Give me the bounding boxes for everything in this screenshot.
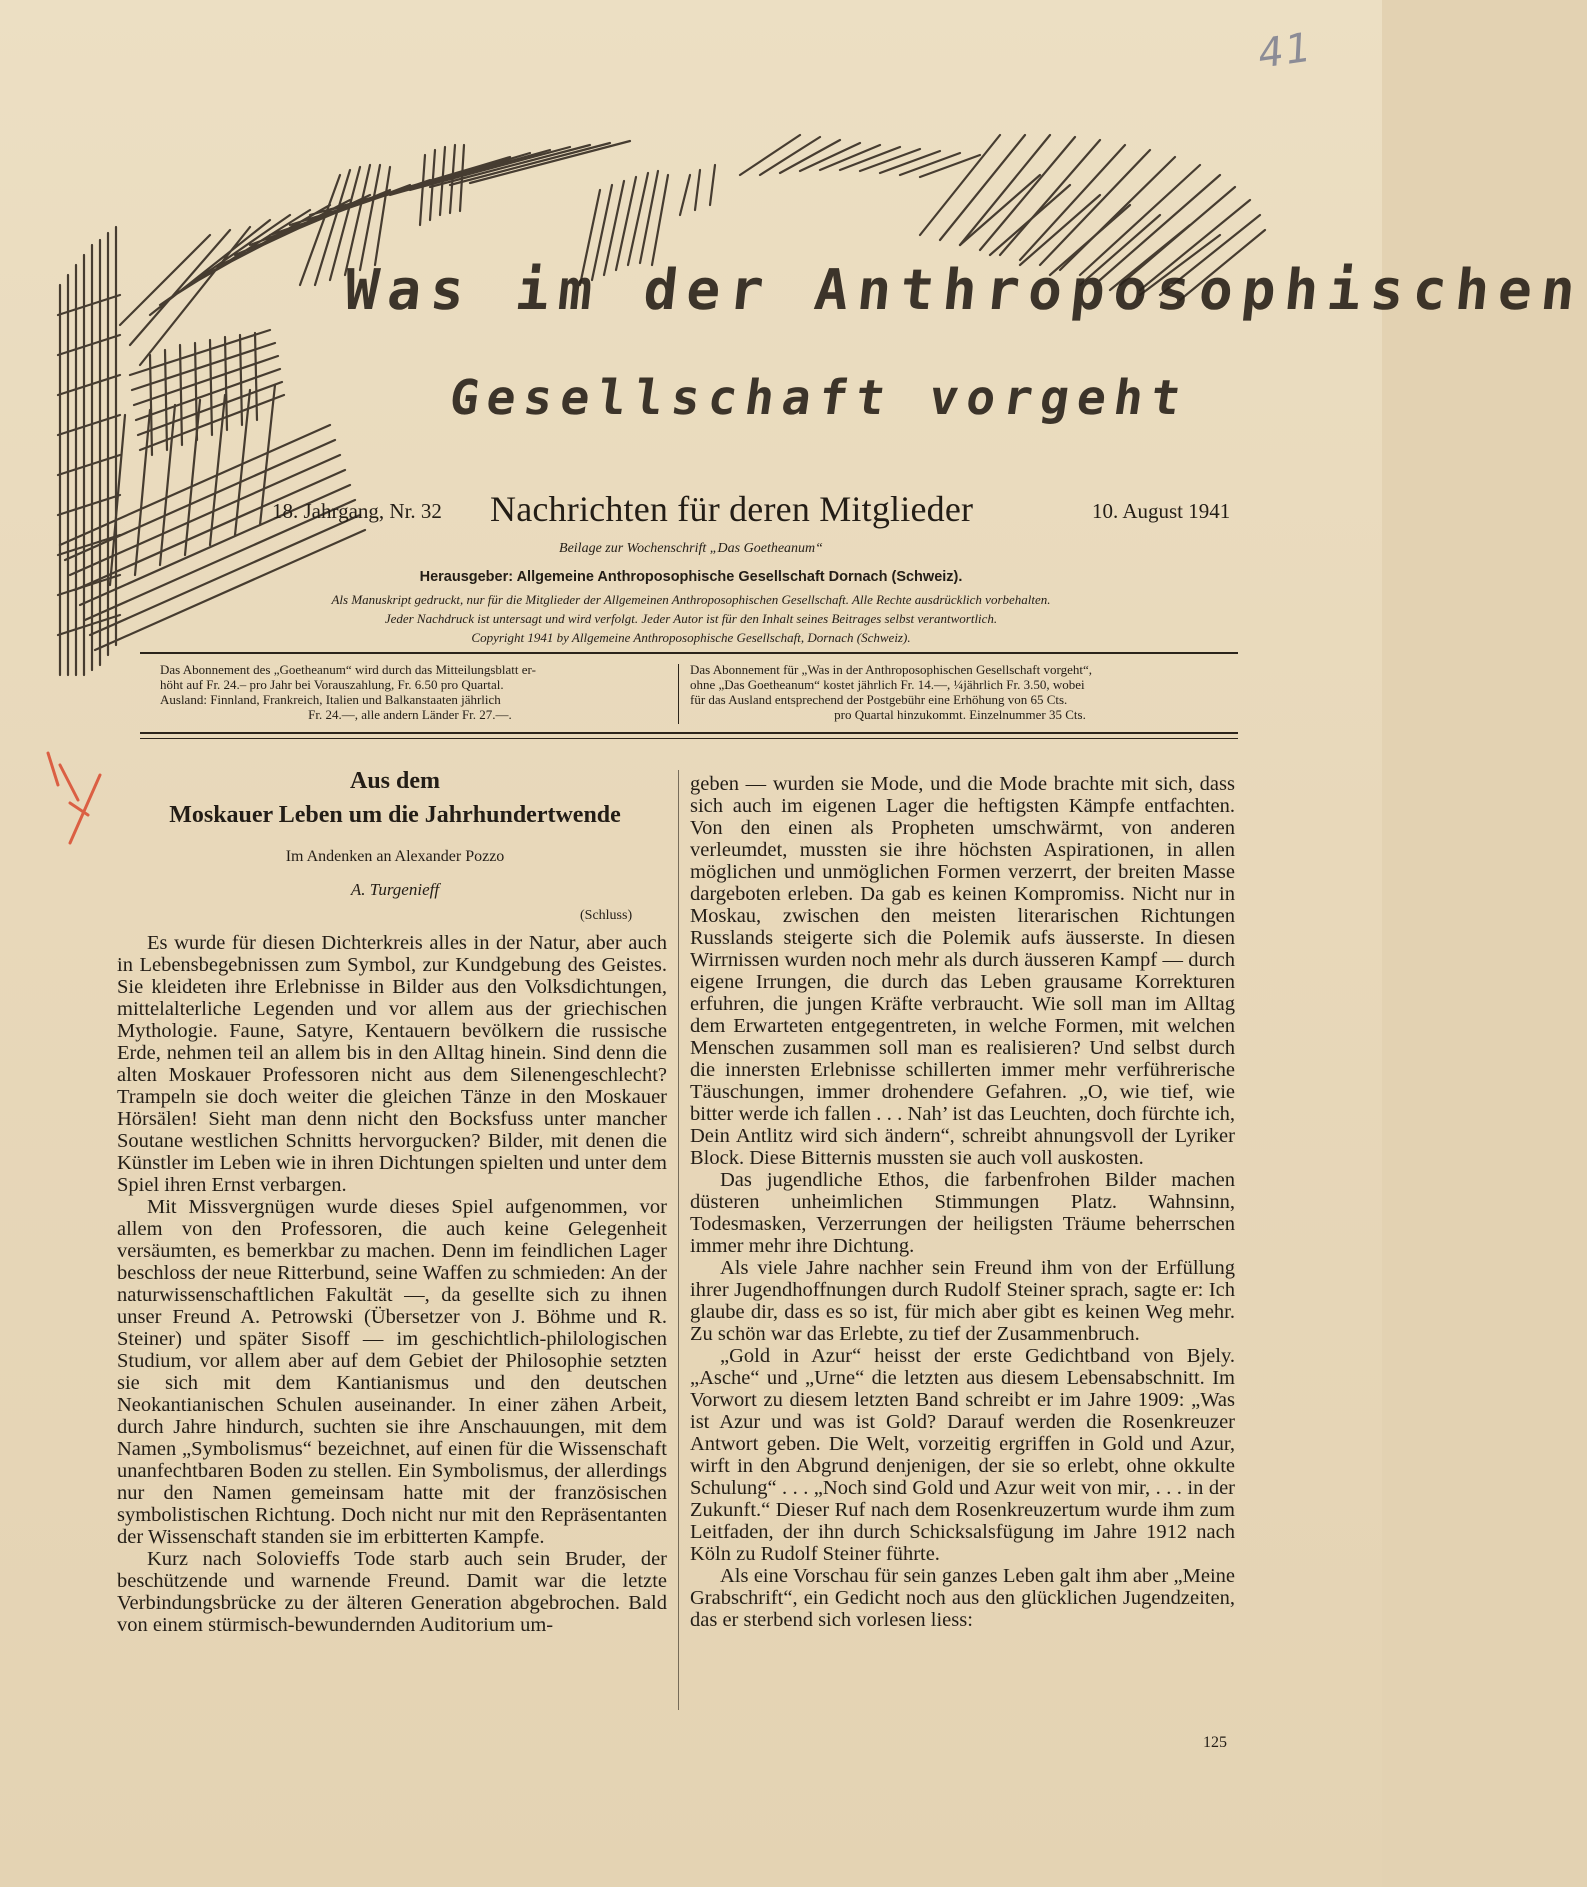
subscription-line: Das Abonnement für „Was in der Anthroposophischen Gesellschaft vorgeht“, bbox=[690, 662, 1092, 677]
article-dedication: Im Andenken an Alexander Pozzo bbox=[285, 848, 505, 865]
article-column-left bbox=[117, 932, 667, 1636]
article-column-right bbox=[690, 773, 1235, 1631]
article-paragraph: Mit Missvergnügen wurde dieses Spiel aufgenommen, vor allem von den Professoren, die auch keine Gelegenheit versäumten, es bemerkbar zu machen. Denn im feindlichen Lager beschloss der neue Ritterbund, seine Waffen zu schmieden: An der naturwissenschaftlichen Fakultät —, da gesellte sich zu ihnen unser Freund A. Petrowski (Übersetzer von J. Böhme und R. Steiner) und später Sisoff — im geschichtlich-philologischen Studium, vor allem aber auf dem Gebiet der Philosophie setzten sie sich mit dem Kantianismus und den deutschen Neokantianischen Schulen auseinander. In einer zähen Arbeit, durch Jahre hindurch, suchten sie ihre Anschauungen, mit dem Namen „Symbolismus“ bezeichnet, auf einen für die Wissenschaft unanfechtbaren Boden zu stellen. Ein Symbolismus, der allerdings nur den Namen gemeinsam hatte mit der französischen symbolistischen Richtung. Doch nicht nur mit den Repräsentanten der Wissenschaft standen sie im erbitterten Kampfe. bbox=[117, 1196, 667, 1548]
supplement-note: Beilage zur Wochenschrift „Das Goetheanum“ bbox=[559, 541, 823, 556]
article-paragraph: Es wurde für diesen Dichterkreis alles in der Natur, aber auch in Lebensbegebnissen zum Symbol, zur Kundgebung des Geistes. Sie kleideten ihre Erlebnisse in Bilder aus den Volksdichtungen, mittelalterliche Legenden und vor allem aus der griechischen Mythologie. Faune, Satyre, Kentauern bevölkern die russische Erde, nehmen teil an allem bis in den Alltag hinein. Sind denn die alten Moskauer Professoren nicht aus dem Silenengeschlecht? Trampeln sie doch weiter die gleichen Tänze in den Moskauer Hörsälen! Sieht man denn nicht den Bocksfuss unter mancher Soutane westlichen Schnitts hervorgucken? Bilder, mit denen die Künstler im Leben wie in ihren Dichtungen spielten und unter dem Spiel ihren Ernst verbargen. bbox=[117, 932, 667, 1196]
divider-rule bbox=[140, 732, 1238, 734]
article-author: A. Turgenieff bbox=[350, 880, 440, 899]
issue-date: 10. August 1941 bbox=[1092, 499, 1231, 523]
divider-rule bbox=[140, 652, 1238, 654]
archive-page-mark: 41 bbox=[1255, 24, 1316, 78]
subscription-left bbox=[160, 662, 660, 722]
article-paragraph: geben — wurden sie Mode, und die Mode brachte mit sich, dass sich auch im eigenen Lager die heftigsten Kämpfe entfachten. Von den einen als Propheten umschwärmt, von anderen verleumdet, mussten sie ihre höchsten Aspirationen, in allen möglichen und unmöglichen Formen verzerrt, der breiten Masse dargeboten erleben. Da gab es keinen Kompromiss. Nicht nur in Moskau, zwischen den meisten literarischen Richtungen Russlands steigerte sich die Polemik aufs äusserste. In diesen Wirrnissen wurden noch mehr als durch äusseren Kampf — durch eigene Irrungen, die durch das Leben grausame Korrekturen erfuhren, die jungen Kräfte verbraucht. Wie soll man im Alltag dem Erwarteten entgegentreten, in welche Formen, mit welchen Menschen zusammen soll man es realisieren? Und selbst durch die innersten Erlebnisse schillerten immer mehr verführerische Täuschungen, immer drohendere Gefahren. „O, wie tief, wie bitter werde ich fallen . . . Nah’ ist das Leuchten, doch fürchte ich, Dein Antlitz wird sich ändern“, schreibt ahnungsvoll der Lyriker Block. Diese Bitternis mussten sie auch voll auskosten. bbox=[690, 773, 1235, 1169]
article-paragraph: Als viele Jahre nachher sein Freund ihm von der Erfüllung ihrer Jugendhoffnungen durch Rudolf Steiner sprach, sagte er: Ich glaube dir, dass es so ist, für mich aber gibt es keinen Weg mehr. Zu schön war das Erlebte, zu tief der Zusammenbruch. bbox=[690, 1257, 1235, 1345]
column-divider bbox=[678, 664, 679, 724]
subscription-line: höht auf Fr. 24.– pro Jahr bei Vorauszahlung, Fr. 6.50 pro Quartal. bbox=[160, 677, 504, 692]
article-paragraph: „Gold in Azur“ heisst der erste Gedichtband von Bjely. „Asche“ und „Urne“ die letzten aus diesem Lebensabschnitt. Im Vorwort zu diesem letzten Band schreibt er im Jahre 1909: „Was ist Azur und was ist Gold? Darauf werden die Rosenkreuzer Antwort geben. Die Welt, vorzeitig ergriffen in Gold und Azur, wirft in den Abgrund denjenigen, der sie so erlebt, ohne okkulte Schulung“ . . . „Noch sind Gold und Azur weit von mir, . . . in der Zukunft.“ Dieser Ruf nach dem Rosenkreuzertum wurde ihm zum Leitfaden, der ihn durch Schicksalsfügung im Jahre 1912 nach Köln zu Rudolf Steiner führte. bbox=[690, 1345, 1235, 1565]
article-title-line1: Aus dem bbox=[349, 768, 440, 794]
legal-line: Jeder Nachdruck ist untersagt und wird verfolgt. Jeder Autor ist für den Inhalt seines Beitrages selbst verantwortlich. bbox=[384, 611, 998, 626]
publisher-line: Herausgeber: Allgemeine Anthroposophische Gesellschaft Dornach (Schweiz). bbox=[419, 569, 963, 585]
newsletter-title: Nachrichten für deren Mitglieder bbox=[490, 489, 974, 529]
legal-line: Als Manuskript gedruckt, nur für die Mitglieder der Allgemeinen Anthroposophischen Gesellschaft. Alle Rechte ausdrücklich vorbehalten. bbox=[331, 592, 1051, 607]
subscription-line: pro Quartal hinzukommt. Einzelnummer 35 Cts. bbox=[834, 707, 1086, 722]
legal-line: Copyright 1941 by Allgemeine Anthroposophische Gesellschaft, Dornach (Schweiz). bbox=[471, 630, 911, 645]
article-title-line2: Moskauer Leben um die Jahrhundertwende bbox=[169, 802, 621, 828]
article-note: (Schluss) bbox=[580, 908, 633, 923]
masthead-title-line2: Gesellschaft vorgeht bbox=[446, 370, 1192, 426]
subscription-right bbox=[690, 662, 1230, 722]
divider-rule bbox=[140, 738, 1238, 739]
issue-number: 18. Jahrgang, Nr. 32 bbox=[272, 499, 442, 523]
column-divider bbox=[678, 770, 679, 1710]
article-paragraph: Kurz nach Solovieffs Tode starb auch sein Bruder, der beschützende und warnende Freund. Damit war die letzte Verbindungsbrücke zu der älteren Generation abgebrochen. Bald von einem stürmisch-bewundernden Auditorium um- bbox=[117, 1548, 667, 1636]
article-paragraph: Als eine Vorschau für sein ganzes Leben galt ihm aber „Meine Grabschrift“, ein Gedicht noch aus den glücklichen Jugendzeiten, das er sterbend sich vorlesen liess: bbox=[690, 1565, 1235, 1631]
subscription-line: ohne „Das Goetheanum“ kostet jährlich Fr. 14.—, ¼jährlich Fr. 3.50, wobei bbox=[690, 677, 1085, 692]
subscription-line: Fr. 24.—, alle andern Länder Fr. 27.—. bbox=[308, 707, 512, 722]
masthead-title-line1: Was im der Anthroposophischen bbox=[341, 258, 1587, 323]
subscription-line: für das Ausland entsprechend der Postgebühr eine Erhöhung von 65 Cts. bbox=[690, 692, 1068, 707]
subscription-line: Ausland: Finnland, Frankreich, Italien und Balkanstaaten jährlich bbox=[160, 692, 501, 707]
subscription-line: Das Abonnement des „Goetheanum“ wird durch das Mitteilungsblatt er- bbox=[160, 662, 536, 677]
article-paragraph: Das jugendliche Ethos, die farbenfrohen Bilder machen düsteren unheimlichen Stimmungen Platz. Wahnsinn, Todesmasken, Verzerrungen der heiligsten Träume beherrschen immer mehr ihre Dichtung. bbox=[690, 1169, 1235, 1257]
red-pencil-mark bbox=[40, 745, 120, 855]
page-number: 125 bbox=[1203, 1734, 1227, 1751]
